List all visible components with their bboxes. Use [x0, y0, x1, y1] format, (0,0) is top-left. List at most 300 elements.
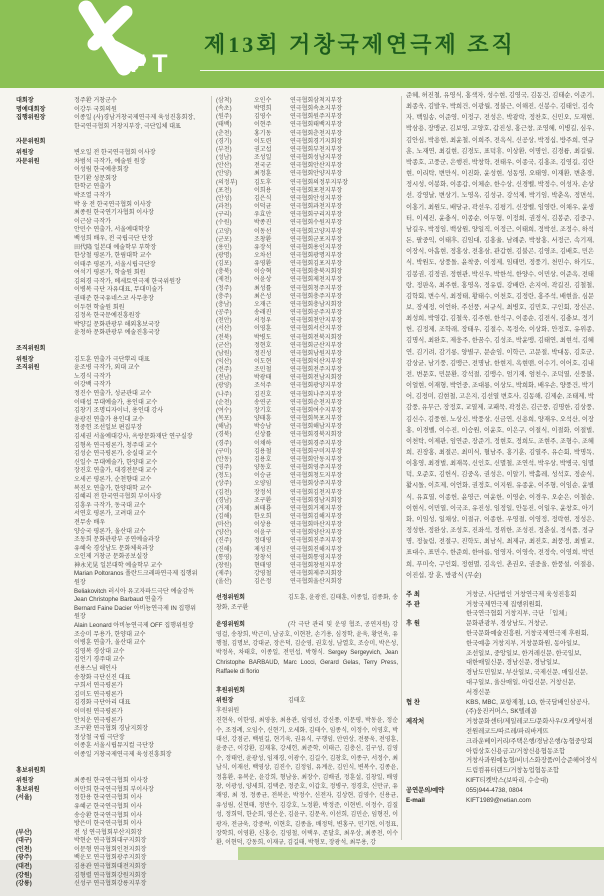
member-entry: 이태주 평론가, 서울시립극단장: [74, 260, 156, 268]
member-org: 연극협회진주지부장: [290, 538, 343, 545]
info-line: (주)웅진커머스, SK텔레콤: [466, 708, 537, 716]
member-org: 연극협회구리지부장: [290, 212, 343, 219]
info-value: [466, 796, 531, 806]
region-label: (남원): [216, 350, 232, 357]
info-line: KIFT티켓박스(보따리, 수승대): [466, 777, 549, 785]
member-name: 이현주: [254, 122, 272, 129]
member-org: 연극협회통영지부장: [290, 554, 343, 561]
member-org: 연극협회군산지부장: [290, 342, 343, 349]
member-name: 오인수: [254, 98, 272, 104]
member-org: 연극협회수원지부장: [290, 220, 343, 227]
region-label: (수원): [216, 220, 232, 227]
member-entry: Alain Leonard 아비뇽연극제 OFF 집행위원장: [74, 622, 194, 630]
role-label: (부산): [16, 828, 32, 836]
region-row: [216, 554, 398, 562]
member-name: 홍기동: [254, 130, 272, 137]
region-label: (제주): [216, 571, 232, 578]
member-name: 이도련: [254, 138, 272, 145]
member-name: 장기호: [254, 407, 272, 414]
member-entry: 한기환 성문회장: [74, 174, 117, 182]
committee-section: [16, 345, 210, 760]
region-row: [216, 374, 398, 382]
region-row: [216, 578, 398, 586]
member-entry: 한학군 연출가: [74, 183, 112, 191]
member-entry: 김언기 경주대 교수: [74, 656, 125, 664]
member-entry: Jean Christophe Barbaud 연출가: [74, 596, 163, 604]
role-row: [16, 777, 210, 786]
role-value: [74, 829, 210, 838]
region-label: (나주): [216, 391, 232, 398]
member-org: 연극협회성남지부장: [290, 155, 343, 162]
region-row: [216, 505, 398, 513]
region-label: (포천): [216, 187, 232, 194]
member-org: 연극협회김해지부장: [290, 513, 343, 520]
member-org: 연극협회김포지부장: [290, 261, 343, 268]
info-row: [406, 717, 598, 786]
member-name: 박명희: [254, 106, 272, 113]
member-org: 연극협회서산지부장: [290, 326, 343, 333]
role-row: [16, 872, 210, 881]
member-entry: 이미원 연극평론가: [74, 707, 123, 715]
region-row: [216, 325, 398, 333]
column-divider-right: [401, 96, 402, 840]
region-row: [216, 146, 398, 154]
member-org: 연극협회경남지회장: [290, 497, 343, 504]
member-entry: 윤광진 연출가 용인대 교수: [74, 415, 144, 423]
member-name: 양동호: [254, 465, 272, 472]
member-name: 이희용: [254, 187, 272, 194]
region-label: (천안): [216, 318, 232, 325]
member-org: 연극협회전주지부장: [290, 367, 343, 374]
section-title: 조직위원회: [16, 345, 46, 353]
role-row: [16, 863, 210, 872]
region-label: (여수): [216, 407, 232, 414]
member-entry: 박조열 극작가: [74, 191, 112, 199]
member-entry: 신일수 무대예술가, 한양대 교수: [74, 458, 158, 466]
info-row: [406, 590, 594, 600]
member-entry: 안치운 연극평론가: [74, 716, 123, 724]
member-org: 연극협회충남지회장: [290, 301, 343, 308]
region-label: (속초): [216, 106, 232, 113]
info-line: 대한매일신문, 경남신문, 경남일보,: [466, 659, 560, 667]
member-entry: 안민수 연출가, 서울예대학장: [74, 226, 150, 234]
region-label: (경북): [216, 432, 232, 439]
member-name: 양태흥: [254, 416, 272, 423]
member-entry: 정중헌 조선일보 편집부장: [74, 424, 143, 432]
member-entry: 박현순 연극협회대구지회장: [74, 837, 147, 845]
member-entry: 박양길 문화관광부 해외홍보국장: [74, 320, 160, 328]
member-entry: 복진오 연출가, 한양대학 교수: [74, 484, 152, 492]
footer-accent-bar: [238, 847, 604, 860]
region-label: (안동): [216, 456, 232, 463]
kift-logo-text: IFT: [116, 50, 175, 78]
member-name: 조구환: [254, 497, 272, 504]
member-entry: 이병훈 연출가, 울산대 교수: [74, 639, 146, 647]
member-name: 정현호: [254, 342, 272, 349]
member-entry: 田代隆 일본대 예술학부 부학장: [74, 243, 157, 251]
member-entry: 김정옥 한국문예진흥원장: [74, 312, 141, 320]
header-banner: [0, 0, 604, 88]
committee-label: 선정위원회: [216, 595, 245, 602]
role-label: 홍보위원: [16, 785, 40, 793]
member-org: 연극협회충주지부장: [290, 293, 343, 300]
member-name: 오양임: [254, 481, 272, 488]
member-org: 연극협회천안지부장: [290, 318, 343, 325]
member-org: 연극협회익산지부장: [290, 359, 343, 365]
member-name: 박병도: [254, 334, 272, 341]
member-name: 정대영: [254, 538, 272, 545]
member-name: 김용호: [254, 456, 272, 463]
region-label: (경주): [216, 440, 232, 447]
info-line: 거창국제연극제 집행위원회,: [466, 600, 543, 608]
member-entry: 정상철 국립 극단장: [74, 733, 125, 741]
region-row: [216, 382, 398, 390]
info-label: 주 최: [406, 590, 420, 598]
member-org: 연극협회김천지부장: [290, 489, 343, 496]
info-line: 055)944-4738, 0804: [466, 786, 523, 794]
region-label: (서산): [216, 326, 232, 333]
member-entry: 권태준 한국유네스코 사무총장: [74, 295, 154, 303]
member-entry: 한상철 평론가, 한림대학 교수: [74, 252, 152, 260]
region-row: [216, 228, 398, 236]
role-row: [16, 158, 210, 338]
member-entry: 이강두 국회의원: [74, 105, 117, 113]
member-org: 연극협회순천지부장: [290, 399, 343, 406]
member-name: 우효안: [254, 212, 272, 219]
member-entry: Marian Poltoranos 폴란드크레파연극제 집행위: [74, 570, 198, 578]
member-name: 김은정: [254, 579, 272, 586]
member-entry: 김형옥 연극평론가, 청주대 교수: [74, 441, 158, 449]
region-label: (태백): [216, 122, 232, 129]
info-label: 주 관: [406, 600, 420, 608]
region-row: [216, 113, 398, 121]
region-row: [216, 497, 398, 505]
region-label: (제천): [216, 277, 232, 284]
committee-section: [16, 138, 210, 338]
region-row: [216, 546, 398, 554]
committee-members: 선정위원회 김도훈, 윤광진, 김태훈, 이종일, 김종화, 송창화, 조구환: [216, 595, 398, 611]
role-label: 위원장: [16, 148, 34, 156]
region-label: (전남): [216, 375, 232, 382]
role-value: [74, 837, 210, 846]
member-name: 신상률: [254, 432, 272, 439]
member-entry: 이강백 극작가: [74, 381, 112, 389]
member-entry: 이종일 (사)경남거창국제연극제 육성진흥회장,: [74, 114, 195, 122]
info-value: [466, 698, 590, 718]
region-row: [216, 489, 398, 497]
role-label: 대회장: [16, 97, 34, 104]
member-org: 연극협회춘천지부장: [290, 130, 343, 137]
member-entry: 박 웅 전 한국연극협회 이사장: [74, 200, 152, 208]
role-row: [16, 854, 210, 863]
member-entry: 이병복 극단 자유대표, 무대미술가: [74, 286, 164, 294]
region-label: (안양): [216, 171, 232, 178]
member-org: 연극협회해남지부장: [290, 424, 343, 431]
member-org: 연극협회진해지부장: [290, 546, 343, 553]
member-org: 연극협회남원지부장: [290, 350, 343, 357]
region-row: [216, 138, 398, 146]
member-entry: 이태섭 무대예술가, 용인대 교수: [74, 398, 158, 406]
column-divider-left: [211, 96, 212, 840]
region-label: (익산): [216, 359, 232, 365]
region-row: [216, 358, 398, 366]
region-label: (충남): [216, 301, 232, 308]
right-column: [406, 90, 598, 805]
info-line: 거창사과원예농협/비너스화장품/이승준헤어장식: [466, 757, 598, 765]
member-name: 정진성: [254, 350, 272, 357]
region-label: (순천): [216, 399, 232, 406]
member-name: 유영환: [254, 261, 272, 268]
region-label: (성남): [216, 155, 232, 162]
page-title: 제13회 거창국제연극제 조직: [204, 32, 516, 57]
member-entry: 선용스님 해인사: [74, 665, 117, 672]
member-name: 김영수: [254, 114, 272, 121]
support-members-continued: 준혜, 허진철, 유영식, 홍색자, 성수현, 김영국, 김동건, 김태순, 이준기, 최종욱, 김발우, 박희건, 이광월, 정불근, 이해진, 신봉수, 김태인, 김숙자, 백일송, 이준영, 이정구, 전성은, 박광락, 정찬호, 신민오, 도재현, 박삼용, 장맹균, 김보영, 고양호, 갑진성, 홍근창, 조영혜, 이병길, 심우, 김안심, 박용현, 최윤철, 이희주, 전옥식, 신공상, 박정십, 방주희, 연규훈, 노재연, 최길현, 김경도, 표덕휴, 이상환, 이명인, 김경륭, 최길월, 박종호, 고풍군, 은행진, 박창학, 전태우, 이종국, 김홍조, 김영길, 김란현, 이리탁, 변만식, 이진화, 윤성현, 성동영, 오태영, 이재환, 변춘경, 정시성, 이봉화, 이종갑, 이체순, 한수상, 신경벨, 박정수, 이성자, 손상선, 강영날, 변상기, 노영옥, 김성규, 강석제, 박기임, 박춘옥, 정면석, 이홍기, 최원도, 배당규, 곽선우, 김평기, 신장벨, 임영란, 이채우, 윤생터, 이세진, 윤충식, 이종순, 이두형, 이정희, 권정식, 김봉준, 김중구, 남길우, 박정임, 백상원, 양일직, 이정근, 이태희, 정박선, 조정수, 하석돈, 팔중익, 이태후, 김임대, 김홍율, 남례준, 박창홍, 서정근, 속기재, 이장식, 아홉현, 정홍상, 전홍삼, 관갑현, 김불곤, 김영조, 김배호, 민은식, 박원도, 상풍돌, 윤착중, 이정제, 임태먼, 정풍기, 천민수, 하기도, 김봉권, 김정권, 정현관, 박신우, 박한석, 한양수, 이민상, 이준옥, 전태랑, 정판옥, 최주현, 홍영옥, 정유림, 강배란, 손지여, 곽길진, 김철철, 김학회, 변수식, 최정태, 황태수, 이천호, 김정란, 홍주석, 배현을, 심문보, 장세정, 이언하, 주선풍, 서규식, 최병호, 김민호, 구인회, 장신곤, 최성희, 박영갑, 김철욱, 김주현, 한석구, 이종순, 김전식, 김충보, 정기헌, 김정제, 조학래, 장태우, 김절수, 목정숙, 이상화, 안정호, 유위종, 김명식, 최완호, 제웅주, 한꿈수, 김성조, 박윤맹, 김태연, 최현석, 김혜연, 김기려, 감기롱, 양별구, 문순임, 이학근, 고문절, 박대동, 김호군, 감상균, 남기풍, 김맹근, 전명남, 한현지, 옥현맨, 이수기, 이어호, 김내전, 변문호, 민문환, 강석절, 김맹수, 엄기재, 엄친수, 조덕열, 신풍불, 이얼현, 이재형, 박언중, 조대룡, 이상도, 박희화, 배우손, 양풍건, 박기어, 김정미, 김현철, 고은지, 김선열 변호사, 김동해, 김제순, 조태제, 박감풍, 유무근, 장정호, 교열제, 교패묵, 곽정은, 김근풍, 김명한, 김상풍, 김신수, 김풍현, 노상신, 박풍상, 신금연, 신용희, 양재우, 오석산, 이장홍, 이경벨, 이수진, 이승원, 이윤호, 이은구, 이절식, 이절화, 이절벌, 이천탁, 이제관, 임연준, 장준기, 정현호, 정희도, 조현주, 조형수, 조혜희, 진장홍, 최절곤, 최미식, 혈남주, 홍기훈, 김열주, 유슨회, 박명독, 이홍영, 최경벌, 최재목, 신인호, 신멸철, 조연석, 박우상, 박병국, 임멸덕, 오준호, 김헌식, 김중옥, 권성은, 이알기, 박홀레, 성석호, 정순식, 활시돌, 이흐제, 이언화, 권정호, 이지원, 유종윤, 이주형, 이임순, 윤별식, 유효열, 이종헌, 윤영근, 여윤한, 이영순, 이경우, 오순은, 이철순, 이현식, 이민열, 이국조, 유진성, 임정일, 안동진, 이일우, 윤창호, 아기화, 이임성, 일채상, 이절규, 이종한, 우영절, 이영정, 정락현, 정성은, 정성한, 정완상, 조성호, 진좌석, 정위한, 조성진, 정춘실, 정식품, 정규명, 정눌림, 전절구, 진학도, 최남식, 최제규, 최진호, 최풍정, 최별교, 표대수, 표민수, 한준희, 한마름, 엄영자, 이영숙, 전정숙, 이영희, 박민희, 푸미숙, 구인회, 정현멸, 김옥인, 촌권오, 권중울, 한풍설, 이절용, 이진섭, 장 훈, 방광식 (무순): [406, 92, 594, 579]
role-label: 명예대회장: [16, 105, 46, 113]
member-org: 연극협회경기지회장: [290, 138, 343, 145]
member-entry: 神永光晃 일본대학 예술학부 교수: [74, 561, 163, 569]
member-entry: 조승미 무용가, 한양대 교수: [74, 630, 146, 638]
role-row: [16, 794, 210, 828]
region-row: [216, 407, 398, 415]
credits-info-block: [406, 590, 598, 806]
member-name: 김은식: [254, 195, 272, 202]
member-org: 연극협회경북지회장: [290, 432, 343, 439]
member-entry: 한국연극협회 거창지부장, 극단입체 대표: [74, 122, 181, 130]
region-row: [216, 562, 398, 570]
member-entry: 김영복 경상대 교수: [74, 647, 125, 655]
member-name: 강영철: [254, 571, 272, 578]
member-entry: 이문형 연극협회인천지회장: [74, 845, 147, 853]
member-entry: 조구환 연극협회 경남지회장: [74, 725, 149, 733]
member-org: 연극협회광양지부장: [290, 383, 343, 390]
member-name: 송연군: [254, 399, 272, 406]
member-entry: 최종원 한국연기자협회 이사장: [74, 209, 154, 217]
member-name: 어윤상: [254, 277, 272, 284]
region-label: (전북): [216, 334, 232, 341]
info-line: 한국연극협회 거창지부, 극단 「입체」: [466, 610, 571, 618]
region-label: (광명): [216, 252, 232, 259]
info-row: [406, 619, 594, 697]
member-entry: 김용관 연극협회대전지회장: [74, 863, 147, 871]
member-name: 송래진: [254, 310, 272, 317]
region-row: [216, 309, 398, 317]
region-row: [216, 121, 398, 129]
role-value: [74, 863, 210, 872]
region-label: (경남): [216, 497, 232, 504]
title-underline: [200, 70, 604, 71]
member-name: 이도현: [254, 359, 272, 365]
region-row: [216, 285, 398, 293]
info-label: 공연문의/예약: [406, 786, 445, 794]
member-name: 전국군: [254, 163, 272, 170]
member-name: 박승남: [254, 424, 272, 431]
member-name: 김도후: [254, 179, 272, 186]
member-org: 연극협회충북지회장: [290, 269, 343, 276]
member-entry: 윤청하 문화관광부 예술진흥국장: [74, 329, 160, 337]
region-row: [216, 391, 398, 399]
member-name: 최성률: [254, 285, 272, 292]
member-org: 연극협회경주지부장: [290, 440, 343, 447]
section-title: 홍보위원회: [16, 766, 46, 774]
region-label: (충북): [216, 269, 232, 276]
region-label: (경기): [216, 138, 232, 145]
committee-block: [216, 621, 398, 677]
member-name: 이영훈: [254, 326, 272, 333]
role-value: [74, 158, 210, 338]
region-label: (영주): [216, 465, 232, 472]
member-entry: 이종일 거창국제연극제 육성진흥회장: [74, 750, 172, 758]
role-row: [16, 880, 210, 889]
role-value: [74, 97, 210, 106]
member-entry: 오인제 거창군 문화공보실장: [74, 553, 149, 561]
member-org: 연극협회여수지부장: [290, 407, 343, 414]
member-org: 연극협회청주지부장: [290, 285, 343, 292]
region-row: [216, 154, 398, 162]
region-label: (광양): [216, 383, 232, 390]
role-label: 자문위원: [16, 157, 40, 165]
member-org: 연극협회안양지부장: [290, 171, 343, 178]
info-line: 크라운베이커리/주택은행/경남은행/농협중앙회: [466, 737, 593, 745]
info-value: [466, 600, 571, 620]
info-line: 거창문화센터/제일레코드/문화사우/오케양서점: [466, 718, 593, 726]
member-entry: 이종훈 서울시립뮤지컬 극단장: [74, 742, 154, 750]
member-entry: 이만희 한국연극협회 부이사장: [74, 785, 154, 793]
region-row: [216, 105, 398, 113]
info-value: [466, 717, 597, 786]
info-label: E-mail: [406, 796, 425, 804]
member-org: 연극협회전남지회장: [290, 375, 343, 382]
region-label: (용인): [216, 244, 232, 251]
region-label: (청도): [216, 473, 232, 480]
region-row: [216, 130, 398, 138]
region-label: (목포): [216, 416, 232, 423]
info-line: KBS, MBC, 포항제철, LG, 한국담배인삼공사,: [466, 698, 590, 706]
member-entry: 장진호 연출가, 대경전문대 교수: [74, 467, 158, 475]
region-label: (공주): [216, 310, 232, 317]
member-entry: 김혜리 전 한국연극협회 부이사장: [74, 493, 162, 501]
committee-label: 운영위원회: [216, 622, 245, 629]
member-entry: 서연호 평론가, 고려대 교수: [74, 510, 146, 518]
region-label: (구리): [216, 212, 232, 219]
info-line: 서경신문: [466, 688, 491, 696]
member-name: 유장석: [254, 244, 272, 251]
region-row: [216, 342, 398, 350]
member-name: 장정석: [254, 489, 272, 496]
region-row: [216, 456, 398, 464]
role-value: [74, 106, 210, 115]
region-label: (진주): [216, 538, 232, 545]
member-org: 연극협회구미지부장: [290, 448, 343, 455]
member-org: 연극협회용인지부장: [290, 244, 343, 251]
region-label: (청주): [216, 285, 232, 292]
role-value: [74, 880, 210, 889]
region-label: (삼척): [216, 98, 232, 104]
member-entry: 양승국 평론가, 울산대 교수: [74, 527, 146, 535]
member-name: 최태룡: [254, 505, 272, 512]
role-row: [16, 97, 210, 106]
role-value: [74, 364, 210, 759]
region-row: [216, 97, 398, 105]
member-name: 김용철: [254, 448, 272, 455]
region-row: [216, 203, 398, 211]
member-name: 최은성: [254, 293, 272, 300]
member-name: 김진호: [254, 391, 272, 398]
region-row: [216, 399, 398, 407]
info-value: [466, 590, 576, 600]
region-row: [216, 211, 398, 219]
region-label: (김포): [216, 261, 232, 268]
member-name: 이승균: [254, 473, 272, 480]
member-entry: 신성구 연극협회강릉지부장: [74, 880, 147, 888]
region-row: [216, 187, 398, 195]
region-row: [216, 276, 398, 284]
region-label: (부천): [216, 146, 232, 153]
member-org: 연극협회의정부지부장: [290, 179, 348, 186]
member-org: 연극협회영주지부장: [290, 465, 343, 472]
region-row: [216, 162, 398, 170]
region-row: [216, 334, 398, 342]
member-name: 조창환: [254, 236, 272, 243]
region-row: [216, 570, 398, 578]
member-entry: 김경화 극단아리 대표: [74, 699, 131, 707]
member-entry: Beliakovitch 러시아 유고자파드극단 예술감독: [74, 587, 195, 595]
role-value: [74, 794, 210, 828]
committee-section: [16, 767, 210, 889]
region-label: (김해): [216, 513, 232, 520]
region-label: (상주): [216, 481, 232, 488]
region-row: [216, 529, 398, 537]
role-value: [74, 149, 210, 158]
role-label: 위원장: [16, 355, 34, 363]
role-row: [16, 829, 210, 838]
region-row: [216, 170, 398, 178]
info-line: KIFT1989@netian.com: [466, 796, 531, 804]
info-value: [466, 786, 523, 796]
member-entry: 김도훈 연출가 극단뿌리 대표: [74, 355, 150, 363]
member-org: 연극협회안산지부장: [290, 163, 343, 170]
role-value: [74, 777, 210, 786]
region-label: (군산): [216, 342, 232, 349]
member-name: 오차선: [254, 252, 272, 259]
region-row: [216, 195, 398, 203]
member-name: 최정훈: [254, 171, 272, 178]
region-row: [216, 513, 398, 521]
member-name: 오재근: [254, 301, 272, 308]
committee-block: [216, 594, 398, 613]
info-line: 전원레코드/따르레/파리바게뜨: [466, 728, 549, 736]
info-line: 아림상호신용금고/거창신용협동조합: [466, 747, 566, 755]
info-row: [406, 600, 594, 620]
region-row: [216, 179, 398, 187]
role-row: [16, 106, 210, 115]
role-row: [16, 356, 210, 365]
role-label: (대전): [16, 863, 32, 871]
member-name: 이윤구: [254, 530, 272, 537]
member-org: 연극협회안성지부장: [290, 195, 343, 202]
region-row: [216, 440, 398, 448]
info-line: 문화관광부, 경상남도, 거창군,: [466, 620, 548, 628]
role-row: [16, 364, 210, 759]
role-label: (강릉): [16, 880, 32, 888]
member-entry: 정진수 연출가, 성균관대 교수: [74, 390, 152, 397]
info-line: 한국문화예술진흥원, 거창국제연극제 후원회,: [466, 630, 589, 638]
member-org: 연극협회거제지부장: [290, 505, 343, 512]
member-name: 이채하: [254, 440, 272, 447]
member-entry: 유혜군 한국연극협회 이사: [74, 802, 143, 810]
info-line: 드림컴퓨터랜드/거창농업협동조합: [466, 767, 559, 775]
member-entry: 송승환 한국연극협회 이사: [74, 811, 143, 819]
